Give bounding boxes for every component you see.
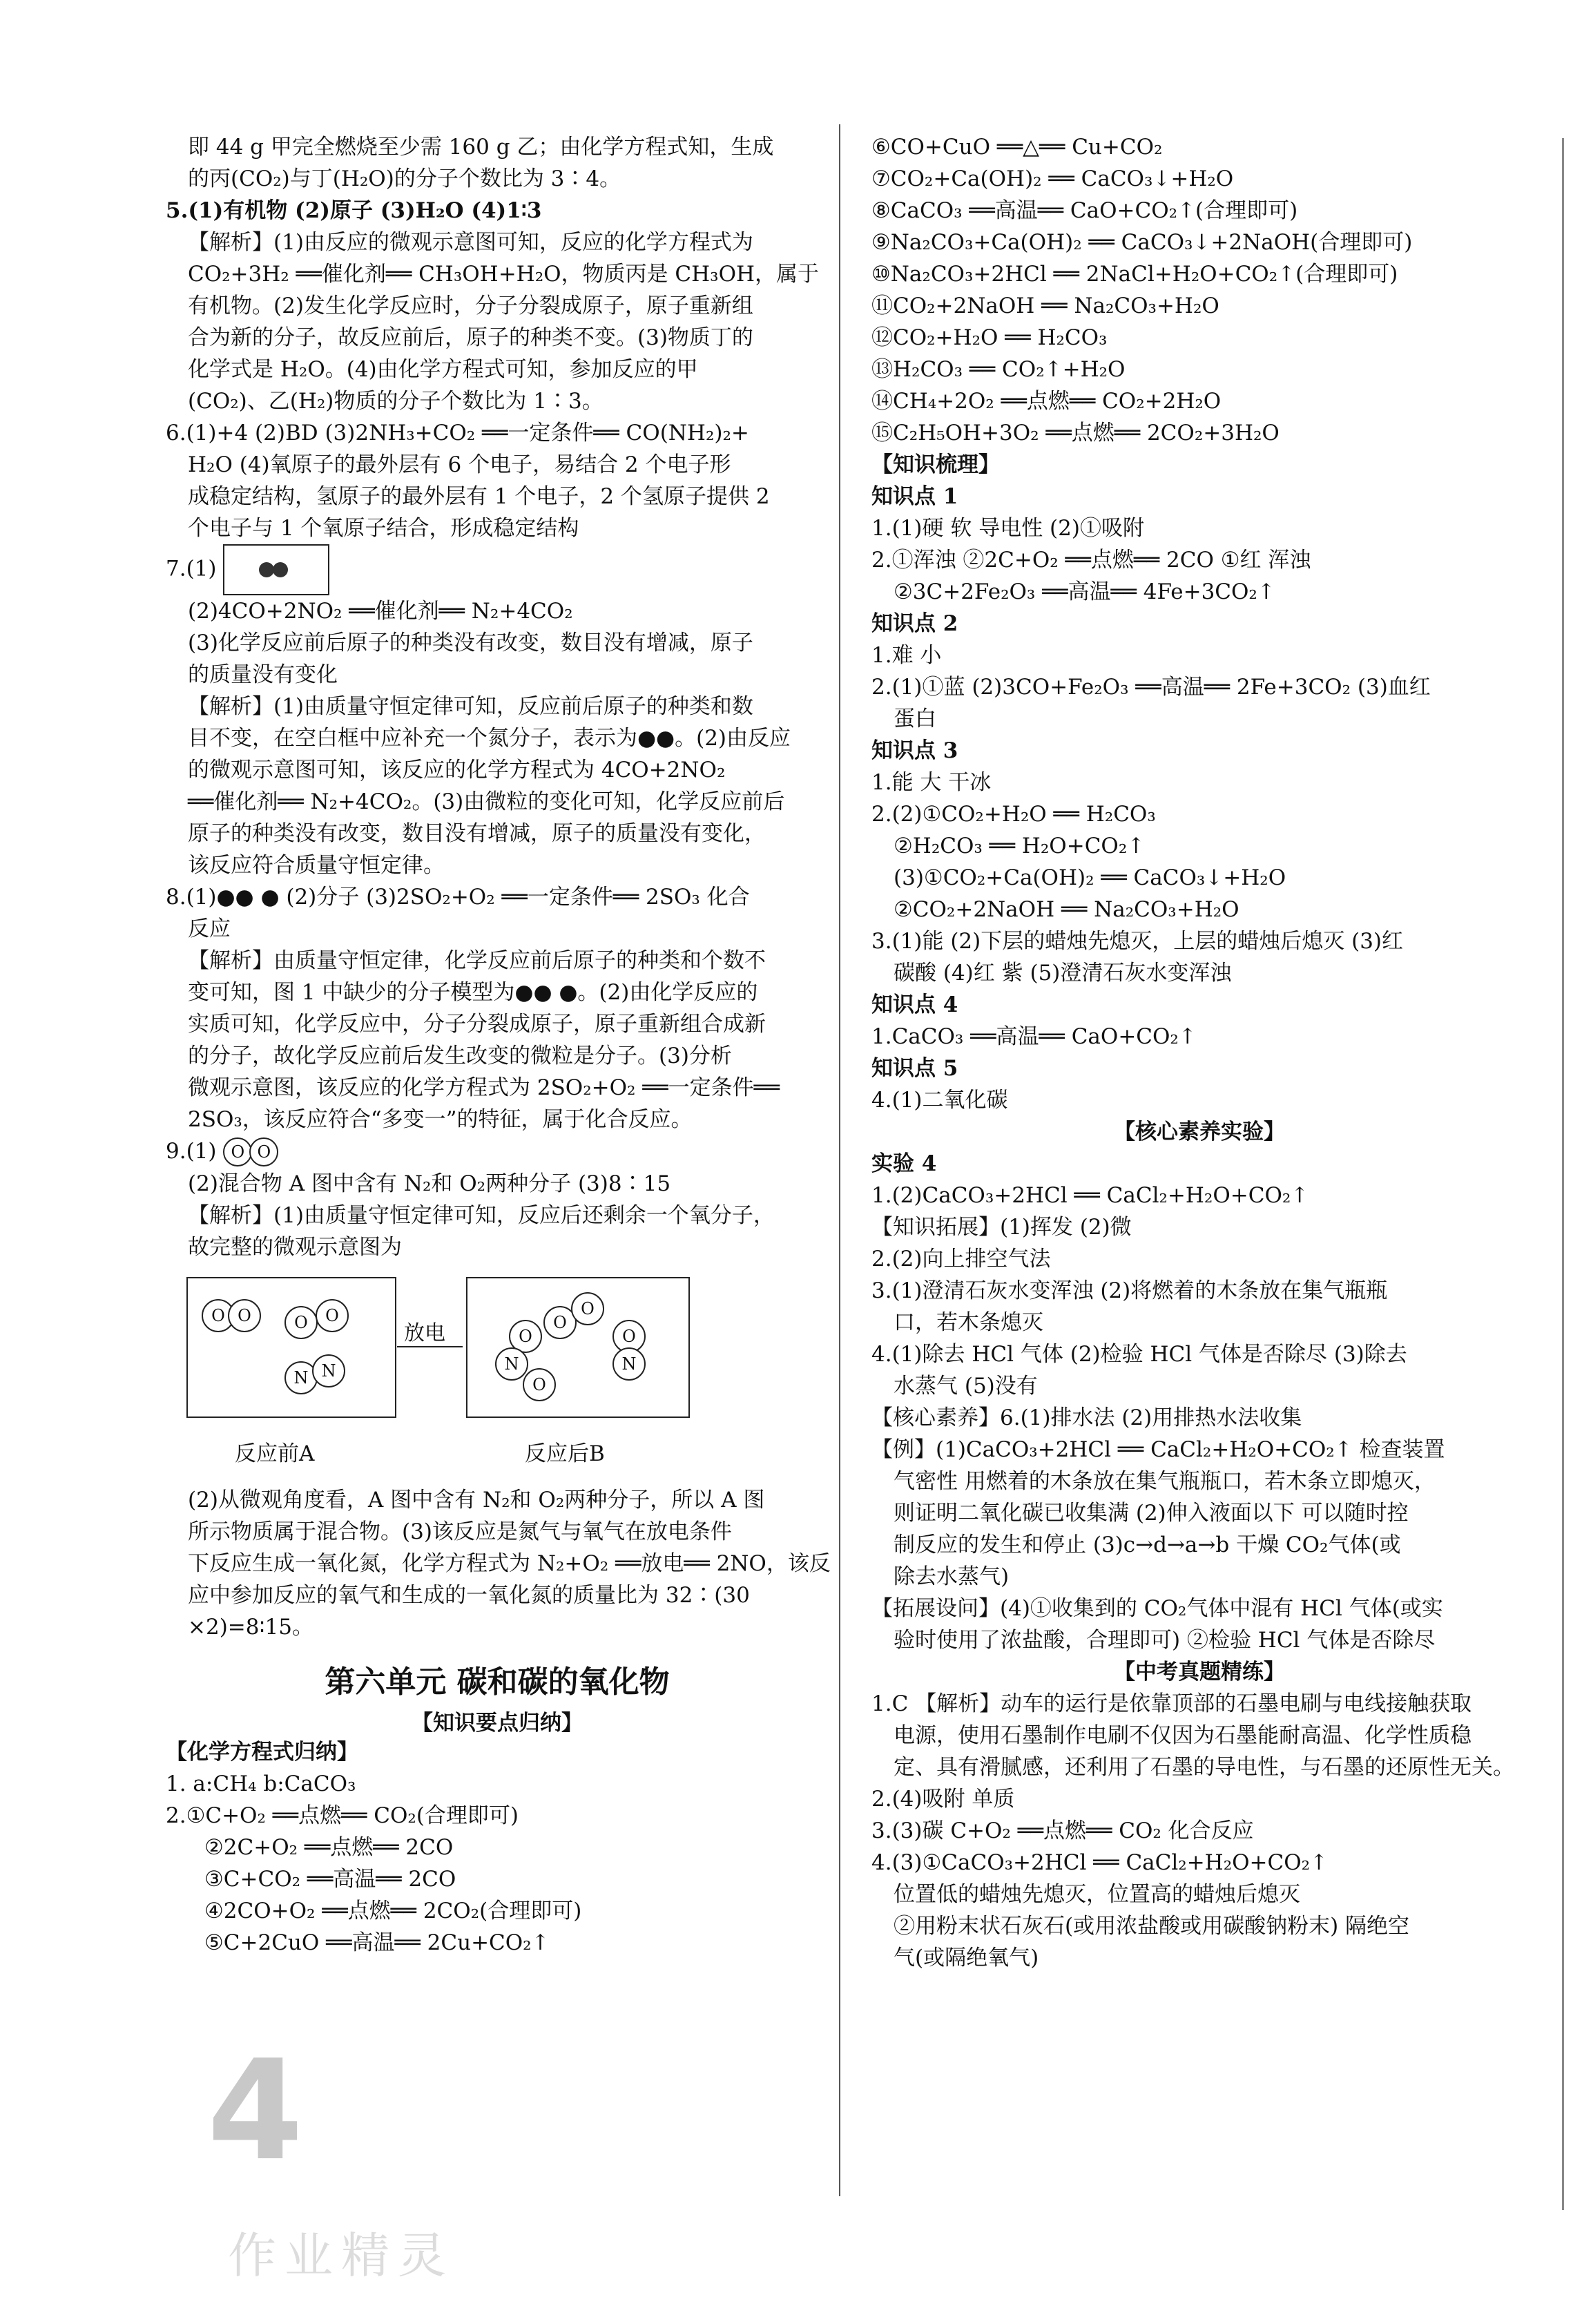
text-line: ⑥CO+CuO ══△══ Cu+CO₂ xyxy=(871,135,1163,160)
text-line: (2)混合物 A 图中含有 N₂和 O₂两种分子 (3)8∶15 xyxy=(188,1171,671,1196)
atom-icon xyxy=(273,562,288,577)
text-line: (2)4CO+2NO₂ ══催化剂══ N₂+4CO₂ xyxy=(188,599,573,624)
text-line: 2.(2)①CO₂+H₂O ══ H₂CO₃ xyxy=(871,802,1156,827)
text-line: 【解析】(1)由质量守恒定律可知，反应前后原子的种类和数 xyxy=(188,694,753,719)
text-line: 实质可知，化学反应中，分子分裂成原子，原子重新组合成新 xyxy=(188,1012,766,1037)
text-line: (3)化学反应前后原子的种类没有改变，数目没有增减，原子 xyxy=(188,631,753,655)
text-line: 1.CaCO₃ ══高温══ CaO+CO₂↑ xyxy=(871,1024,1197,1049)
text-line: ②2C+O₂ ══点燃══ 2CO xyxy=(204,1834,454,1860)
column-divider xyxy=(839,124,840,2196)
oxygen-molecule-icon xyxy=(223,1137,299,1168)
text-line: ②CO₂+2NaOH ══ Na₂CO₃+H₂O xyxy=(894,897,1239,922)
text-line: 2.(2)向上排空气法 xyxy=(871,1247,1051,1271)
text-line: 所示物质属于混合物。(3)该反应是氮气与氧气在放电条件 xyxy=(188,1519,732,1544)
nitrogen-molecule-box xyxy=(223,544,329,595)
text-line: 合为新的分子，故反应前后，原子的种类不变。(3)物质丁的 xyxy=(188,325,753,350)
text-line: 4.(1)除去 HCl 气体 (2)检验 HCl 气体是否除尽 (3)除去 xyxy=(871,1342,1407,1367)
before-label: 反应前A xyxy=(235,1441,315,1466)
text-line xyxy=(166,544,829,595)
text-line: 2.①浑浊 ②2C+O₂ ══点燃══ 2CO ①红 浑浊 xyxy=(871,548,1311,573)
o-atom-icon: O xyxy=(249,1137,278,1166)
text-line: 6.(1)+4 (2)BD (3)2NH₃+CO₂ ══一定条件══ CO(NH₂)₂+ xyxy=(166,421,749,445)
text-line: ④2CO+O₂ ══点燃══ 2CO₂(合理即可) xyxy=(204,1898,582,1923)
text-line: ⑪CO₂+2NaOH ══ Na₂CO₃+H₂O xyxy=(871,294,1219,318)
text-line: 下反应生成一氧化氮，化学方程式为 N₂+O₂ ══放电══ 2NO，该反 xyxy=(188,1550,831,1576)
heading: 知识点 3 xyxy=(871,738,958,763)
text-line: H₂O (4)氧原子的最外层有 6 个电子，易结合 2 个电子形 xyxy=(188,452,731,477)
text-line xyxy=(166,1135,829,1168)
atom-icon xyxy=(259,562,274,577)
text-line: 3.(1)能 (2)下层的蜡烛先熄灭，上层的蜡烛后熄灭 (3)红 xyxy=(871,929,1404,954)
text-line: 2.(4)吸附 单质 xyxy=(871,1787,1015,1812)
text-line: ⑦CO₂+Ca(OH)₂ ══ CaCO₃↓+H₂O xyxy=(871,166,1234,191)
text-line: 1. a:CH₄ b:CaCO₃ xyxy=(166,1771,356,1796)
text-line: 5.(1)有机物 (2)原子 (3)H₂O (4)1∶3 xyxy=(166,198,542,223)
heading: 知识点 1 xyxy=(871,484,958,509)
text-line: 成稳定结构，氢原子的最外层有 1 个电子，2 个氢原子提供 2 xyxy=(188,484,770,509)
text-line: 个电子与 1 个氧原子结合，形成稳定结构 xyxy=(188,516,579,541)
n-atom-icon: N xyxy=(312,1354,345,1387)
before-box xyxy=(186,1277,396,1418)
text-line: 1.(2)CaCO₃+2HCl ══ CaCl₂+H₂O+CO₂↑ xyxy=(871,1183,1309,1208)
text-line: ②3C+2Fe₂O₃ ══高温══ 4Fe+3CO₂↑ xyxy=(894,579,1275,604)
o-atom-icon: O xyxy=(202,1299,235,1332)
n-atom-icon: N xyxy=(495,1347,528,1381)
o-atom-icon: O xyxy=(284,1306,318,1339)
text-line: 【知识拓展】(1)挥发 (2)微 xyxy=(871,1215,1132,1240)
text-line: 2SO₃，该反应符合“多变一”的特征，属于化合反应。 xyxy=(188,1107,693,1132)
o-atom-icon: O xyxy=(571,1292,604,1325)
subsection-title: 【知识要点归纳】 xyxy=(412,1710,583,1736)
text-line: 4.(1)二氧化碳 xyxy=(871,1088,1008,1113)
text-line: ⑬H₂CO₃ ══ CO₂↑+H₂O xyxy=(871,357,1126,382)
text-line: 即 44 g 甲完全燃烧至少需 160 g 乙；由化学方程式知，生成 xyxy=(188,135,774,160)
after-box xyxy=(466,1277,690,1418)
heading: 知识点 4 xyxy=(871,992,958,1017)
text-line: ⑭CH₄+2O₂ ══点燃══ CO₂+2H₂O xyxy=(871,389,1222,414)
text-line: 变可知，图 1 中缺少的分子模型为●● ●。(2)由化学反应的 xyxy=(188,980,758,1005)
o-atom-icon: O xyxy=(228,1299,261,1332)
text-line: 1.(1)硬 软 导电性 (2)①吸附 xyxy=(871,516,1144,541)
text-line: ⑨Na₂CO₃+Ca(OH)₂ ══ CaCO₃↓+2NaOH(合理即可) xyxy=(871,230,1413,255)
text-line: 4.(3)①CaCO₃+2HCl ══ CaCl₂+H₂O+CO₂↑ xyxy=(871,1850,1329,1875)
text-line: 3.(1)澄清石灰水变浑浊 (2)将燃着的木条放在集气瓶瓶 xyxy=(871,1278,1388,1303)
after-label: 反应后B xyxy=(525,1441,605,1466)
text-line: 【例】(1)CaCO₃+2HCl ══ CaCl₂+H₂O+CO₂↑ 检查装置 xyxy=(871,1437,1445,1462)
text-line: 【解析】由质量守恒定律，化学反应前后原子的种类和个数不 xyxy=(188,948,766,973)
heading: 知识点 5 xyxy=(871,1056,958,1081)
o-atom-icon: O xyxy=(612,1320,646,1353)
text-line: 微观示意图，该反应的化学方程式为 2SO₂+O₂ ══一定条件══ xyxy=(188,1075,780,1100)
text-line: 口，若木条熄灭 xyxy=(894,1310,1043,1335)
text-line: 【解析】(1)由质量守恒定律可知，反应后还剩余一个氧分子， xyxy=(188,1202,775,1228)
text-line: 位置低的蜡烛先熄灭，位置高的蜡烛后熄灭 xyxy=(894,1882,1300,1907)
text-line: ══催化剂══ N₂+4CO₂。(3)由微粒的变化可知，化学反应前后 xyxy=(188,789,785,814)
text-line: ②H₂CO₃ ══ H₂O+CO₂↑ xyxy=(894,834,1146,858)
text-line: (3)①CO₂+Ca(OH)₂ ══ CaCO₃↓+H₂O xyxy=(894,865,1286,890)
text-line: 验时使用了浓盐酸，合理即可) ②检验 HCl 气体是否除尽 xyxy=(894,1628,1436,1653)
text-line: 的丙(CO₂)与丁(H₂O)的分子个数比为 3∶4。 xyxy=(188,166,621,191)
text-line: (2)从微观角度看，A 图中含有 N₂和 O₂两种分子，所以 A 图 xyxy=(188,1487,765,1512)
text-line: 目不变，在空白框中应补充一个氮分子，表示为●●。(2)由反应 xyxy=(188,726,791,751)
heading: 知识点 2 xyxy=(871,611,958,636)
text-line: 化学式是 H₂O。(4)由化学方程式可知，参加反应的甲 xyxy=(188,357,698,382)
text-line: 原子的种类没有改变，数目没有增减，原子的质量没有变化， xyxy=(188,821,766,846)
text-line: 反应 xyxy=(188,916,231,941)
text-line: ⑩Na₂CO₃+2HCl ══ 2NaCl+H₂O+CO₂↑(合理即可) xyxy=(871,262,1398,287)
text-line: 有机物。(2)发生化学反应时，分子分裂成原子，原子重新组 xyxy=(188,294,753,318)
o-atom-icon: O xyxy=(543,1306,577,1339)
text-line: 该反应符合质量守恒定律。 xyxy=(188,853,445,878)
text-line: 1.难 小 xyxy=(871,643,942,668)
right-column xyxy=(871,131,1527,1974)
text-line: 【解析】(1)由反应的微观示意图可知，反应的化学方程式为 xyxy=(188,230,753,255)
text-line: ②用粉末状石灰石(或用浓盐酸或用碳酸钠粉末) 隔绝空 xyxy=(894,1914,1410,1939)
text-line: 定、具有滑腻感，还利用了石墨的导电性，与石墨的还原性无关。 xyxy=(894,1755,1514,1780)
n-atom-icon: N xyxy=(284,1361,318,1394)
text-line: ③C+CO₂ ══高温══ 2CO xyxy=(204,1866,456,1892)
text-line: 【核心素养】6.(1)排水法 (2)用排热水法收集 xyxy=(871,1405,1302,1430)
text-line: 的微观示意图可知，该反应的化学方程式为 4CO+2NO₂ xyxy=(188,758,726,782)
text-line: 1.C 【解析】动车的运行是依靠顶部的石墨电刷与电线接触获取 xyxy=(871,1691,1472,1716)
text-line: 2.①C+O₂ ══点燃══ CO₂(合理即可) xyxy=(166,1803,519,1828)
text-line: ×2)=8∶15。 xyxy=(188,1614,314,1640)
text-line: 应中参加反应的氧气和生成的一氧化氮的质量比为 32∶(30 xyxy=(188,1582,750,1608)
arrow-label: 放电 xyxy=(404,1321,445,1345)
text-line: CO₂+3H₂ ══催化剂══ CH₃OH+H₂O，物质丙是 CH₃OH，属于 xyxy=(188,262,820,287)
text-line: 气密性 用燃着的木条放在集气瓶瓶口，若木条立即熄灭， xyxy=(894,1469,1436,1494)
text-line: 故完整的微观示意图为 xyxy=(188,1234,402,1260)
text-line: ⑮C₂H₅OH+3O₂ ══点燃══ 2CO₂+3H₂O xyxy=(871,421,1280,445)
o-atom-icon: O xyxy=(509,1320,542,1353)
reaction-diagram xyxy=(166,1270,829,1477)
item-label: 7.(1) xyxy=(166,556,217,582)
o-atom-icon: O xyxy=(316,1299,349,1332)
page-edge-line xyxy=(1562,138,1564,2210)
text-line: (CO₂)、乙(H₂)物质的分子个数比为 1∶3。 xyxy=(188,389,604,414)
page-number: 4 xyxy=(207,2030,304,2191)
text-line: 的分子，故化学反应前后发生改变的微粒是分子。(3)分析 xyxy=(188,1044,732,1068)
text-line: 制反应的发生和停止 (3)c→d→a→b 干燥 CO₂气体(或 xyxy=(894,1533,1401,1557)
text-line: ⑤C+2CuO ══高温══ 2Cu+CO₂↑ xyxy=(204,1930,550,1955)
o-atom-icon: O xyxy=(223,1137,252,1166)
text-line: 3.(3)碳 C+O₂ ══点燃══ CO₂ 化合反应 xyxy=(871,1818,1254,1843)
n-atom-icon: N xyxy=(612,1347,646,1381)
arrow xyxy=(397,1346,463,1347)
section-title: 第六单元 碳和碳的氧化物 xyxy=(325,1664,670,1700)
heading: 实验 4 xyxy=(871,1151,937,1176)
heading: 【核心素养实验】 xyxy=(1114,1120,1285,1144)
text-line: 水蒸气 (5)没有 xyxy=(894,1374,1038,1399)
text-line: 1.能 大 干冰 xyxy=(871,770,992,795)
text-line: 2.(1)①蓝 (2)3CO+Fe₂O₃ ══高温══ 2Fe+3CO₂ (3)血红 xyxy=(871,675,1431,700)
text-line: ⑧CaCO₃ ══高温══ CaO+CO₂↑(合理即可) xyxy=(871,198,1298,223)
watermark: 作业精灵 xyxy=(228,2227,454,2284)
text-line: 蛋白 xyxy=(894,707,936,731)
text-line: ⑫CO₂+H₂O ══ H₂CO₃ xyxy=(871,325,1108,350)
text-line: 电源，使用石墨制作电刷不仅因为石墨能耐高温、化学性质稳 xyxy=(894,1723,1471,1748)
heading: 【知识梳理】 xyxy=(871,452,1000,477)
o-atom-icon: O xyxy=(523,1368,556,1401)
text-line: 【拓展设问】(4)①收集到的 CO₂气体中混有 HCl 气体(或实 xyxy=(871,1596,1443,1621)
text-line: 8.(1)●● ● (2)分子 (3)2SO₂+O₂ ══一定条件══ 2SO₃ 化合 xyxy=(166,885,750,910)
heading: 【化学方程式归纳】 xyxy=(166,1739,358,1765)
heading: 【中考真题精练】 xyxy=(1114,1660,1285,1684)
item-label: 9.(1) xyxy=(166,1139,217,1164)
left-column xyxy=(166,131,829,1959)
text-line: 的质量没有变化 xyxy=(188,662,338,687)
text-line: 则证明二氧化碳已收集满 (2)伸入液面以下 可以随时控 xyxy=(894,1501,1409,1526)
text-line: 气(或隔绝氧气) xyxy=(894,1946,1039,1970)
text-line: 碳酸 (4)红 紫 (5)澄清石灰水变浑浊 xyxy=(894,961,1232,986)
text-line: 除去水蒸气) xyxy=(894,1564,1010,1589)
